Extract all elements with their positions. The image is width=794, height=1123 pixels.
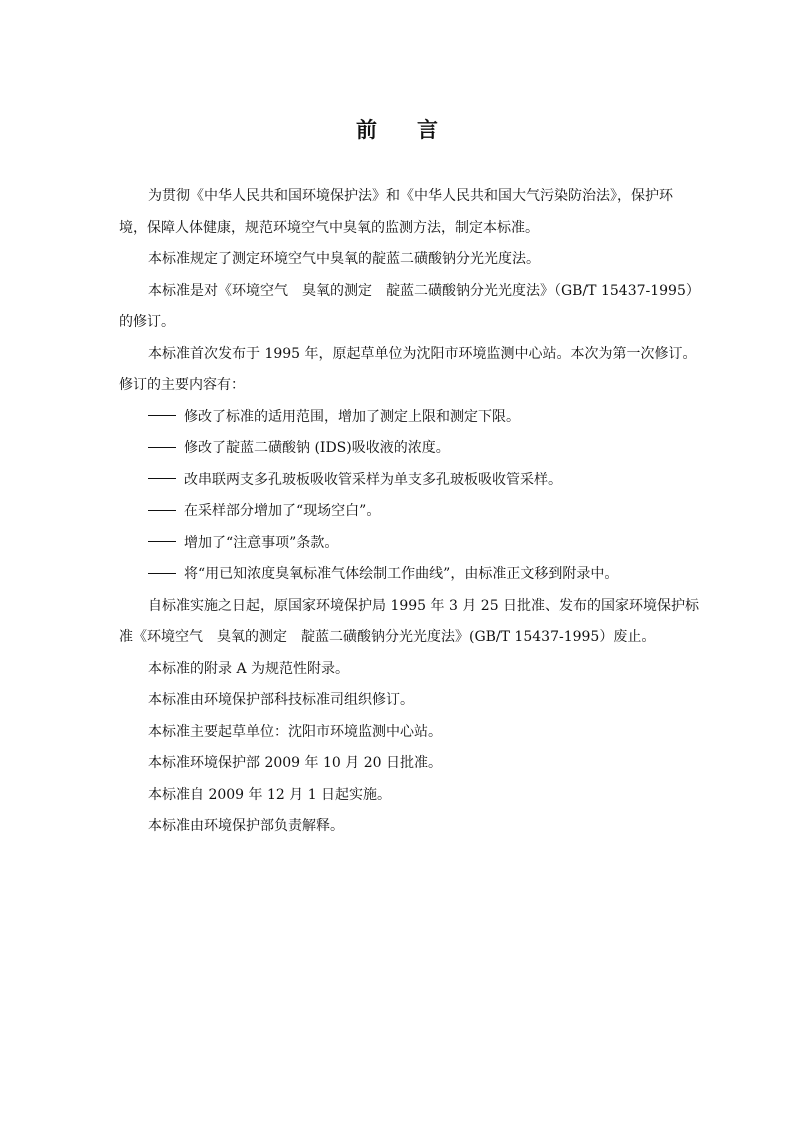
- dash-icon: [148, 573, 176, 574]
- change-item-text: 在采样部分增加了“现场空白”。: [184, 503, 381, 519]
- dash-icon: [148, 541, 176, 542]
- paragraph-line: 本标准是对《环境空气 臭氧的测定 靛蓝二磺酸钠分光光度法》（GB/T 15437-1995）: [148, 282, 700, 299]
- change-item-text: 增加了“注意事项”条款。: [184, 534, 339, 551]
- change-item: [119, 433, 679, 465]
- change-item: [119, 528, 679, 560]
- change-item: [119, 465, 679, 497]
- paragraph-line: 本标准环境保护部 2009 年 10 月 20 日批准。: [148, 755, 442, 771]
- change-item: [119, 496, 679, 528]
- document-body: [119, 181, 700, 843]
- paragraph-line: 境，保障人体健康，规范环境空气中臭氧的监测方法，制定本标准。: [119, 219, 539, 236]
- change-item-text: 改串联两支多孔玻板吸收管采样为单支多孔玻板吸收管采样。: [184, 471, 562, 488]
- change-item: [119, 559, 679, 591]
- paragraph-line: 本标准首次发布于 1995 年，原起草单位为沈阳市环境监测中心站。本次为第一次修订。: [148, 345, 697, 362]
- page-title: [0, 114, 794, 144]
- title-char-2: 言: [417, 118, 438, 142]
- dash-icon: [148, 510, 176, 511]
- title-char-1: 前: [356, 118, 377, 142]
- paragraph-line: 本标准由环境保护部负责解释。: [148, 818, 344, 834]
- paragraph-line: 修订的主要内容有：: [119, 377, 245, 393]
- paragraph-line: 本标准规定了测定环境空气中臭氧的靛蓝二磺酸钠分光光度法。: [148, 251, 540, 267]
- dash-icon: [148, 447, 176, 448]
- paragraph-line: 本标准主要起草单位：沈阳市环境监测中心站。: [148, 723, 442, 740]
- paragraph-line: 准《环境空气 臭氧的测定 靛蓝二磺酸钠分光光度法》(GB/T 15437-1995）废止。: [119, 629, 656, 645]
- change-item-text: 修改了靛蓝二磺酸钠 (IDS)吸收液的浓度。: [184, 440, 450, 456]
- change-item-text: 将“用已知浓度臭氧标准气体绘制工作曲线”，由标准正文移到附录中。: [184, 566, 619, 582]
- paragraph-line: 本标准的附录 A 为规范性附录。: [148, 660, 350, 677]
- paragraph-line: 的修订。: [119, 314, 175, 330]
- paragraph-line: 为贯彻《中华人民共和国环境保护法》和《中华人民共和国大气污染防治法》，保护环: [148, 188, 673, 204]
- dash-icon: [148, 415, 176, 416]
- dash-icon: [148, 478, 176, 479]
- change-item-text: 修改了标准的适用范围，增加了测定上限和测定下限。: [184, 408, 520, 425]
- paragraph-line: 自标准实施之日起，原国家环境保护局 1995 年 3 月 25 日批准、发布的国家环境保护标: [148, 597, 700, 614]
- paragraph-line: 本标准由环境保护部科技标准司组织修订。: [148, 692, 414, 708]
- change-item: [119, 402, 679, 434]
- paragraph-line: 本标准自 2009 年 12 月 1 日起实施。: [148, 786, 392, 803]
